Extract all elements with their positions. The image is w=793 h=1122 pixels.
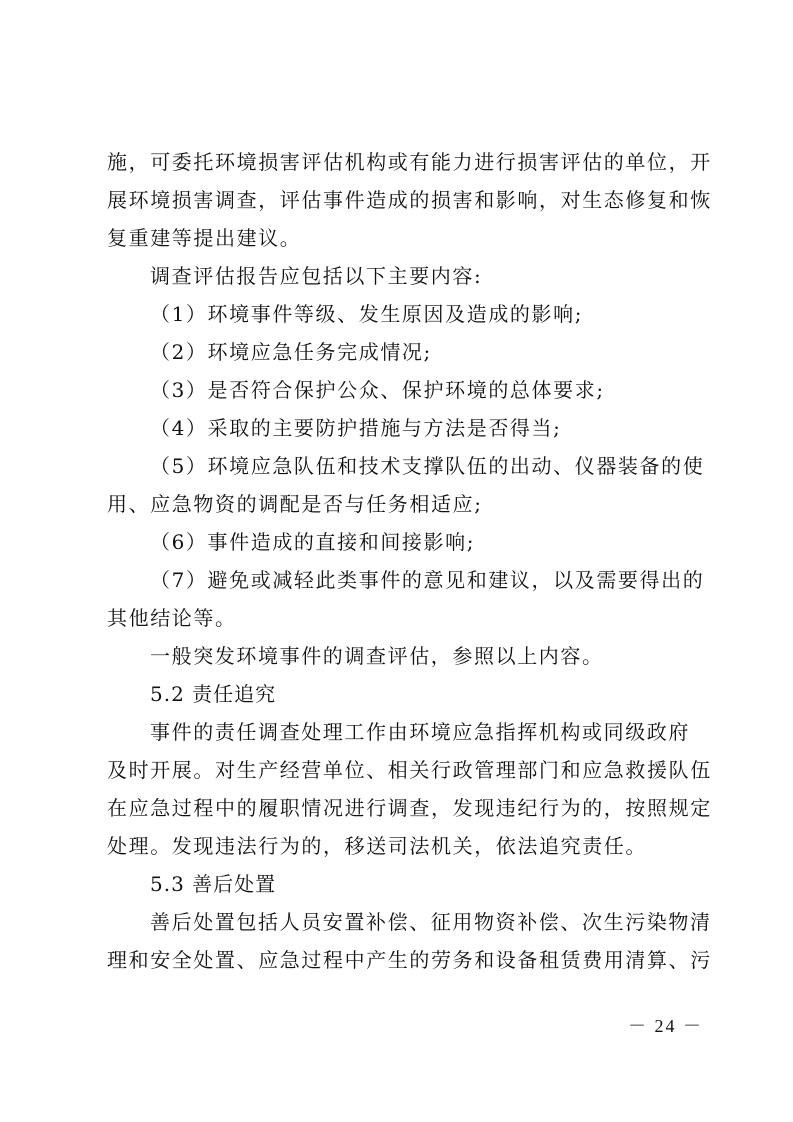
body-text-line: 展环境损害调查，评估事件造成的损害和影响，对生态修复和恢	[107, 188, 712, 212]
body-text-line: 善后处置包括人员安置补偿、征用物资补偿、次生污染物清	[150, 910, 712, 934]
body-text-line: 处理。发现违法行为的，移送司法机关，依法追究责任。	[107, 834, 647, 858]
body-text-line: 及时开展。对生产经营单位、相关行政管理部门和应急救援队伍	[107, 758, 712, 782]
list-item-continuation: 用、应急物资的调配是否与任务相适应;	[107, 492, 483, 516]
section-heading-5-2: 5.2 责任追究	[150, 682, 277, 706]
body-text-line: 事件的责任调查处理工作由环境应急指挥机构或同级政府	[150, 720, 690, 744]
section-heading-5-3: 5.3 善后处置	[150, 872, 277, 896]
list-item: （5）环境应急队伍和技术支撑队伍的出动、仪器装备的使	[150, 454, 705, 478]
list-item-continuation: 其他结论等。	[107, 606, 237, 630]
body-text-line: 施，可委托环境损害评估机构或有能力进行损害评估的单位，开	[107, 150, 712, 174]
body-text-line: 在应急过程中的履职情况进行调查，发现违纪行为的，按照规定	[107, 796, 712, 820]
list-item: （7）避免或减轻此类事件的意见和建议，以及需要得出的	[150, 568, 705, 592]
body-text-line: 调查评估报告应包括以下主要内容:	[150, 264, 483, 288]
list-item: （3）是否符合保护公众、保护环境的总体要求;	[150, 378, 605, 402]
page-number: － 24 －	[628, 1016, 703, 1036]
body-text-line: 理和安全处置、应急过程中产生的劳务和设备租赁费用清算、污	[107, 948, 712, 972]
body-text-line: 一般突发环境事件的调查评估，参照以上内容。	[150, 644, 604, 668]
list-item: （1）环境事件等级、发生原因及造成的影响;	[150, 302, 584, 326]
list-item: （4）采取的主要防护措施与方法是否得当;	[150, 416, 562, 440]
list-item: （2）环境应急任务完成情况;	[150, 340, 432, 364]
body-text-line: 复重建等提出建议。	[107, 226, 302, 250]
list-item: （6）事件造成的直接和间接影响;	[150, 530, 476, 554]
